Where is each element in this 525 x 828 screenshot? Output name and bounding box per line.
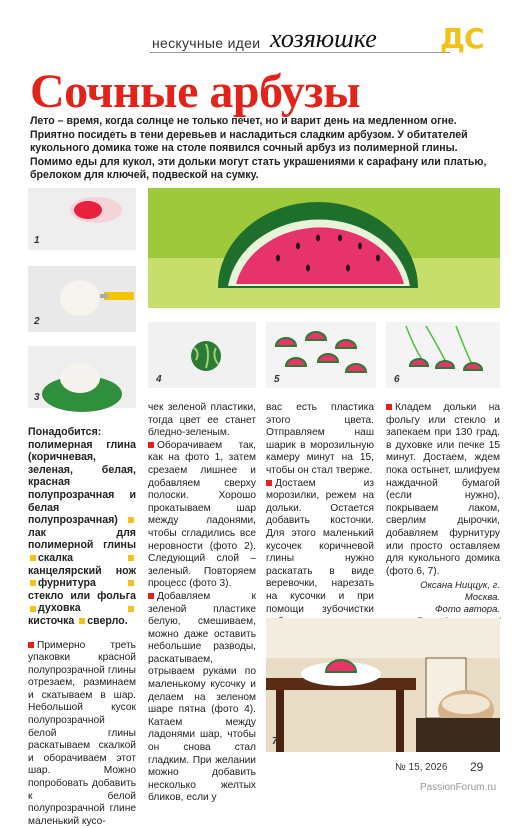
column-4: [386, 402, 500, 640]
page-header: [0, 0, 525, 60]
column-2-para-0: чек зеленой пластики, тогда цвет ее станет бледно-зеленым.: [148, 402, 256, 440]
photo-4-number: 4: [156, 374, 162, 385]
bullet-icon: [128, 555, 134, 561]
issue-number: № 15, 2026: [395, 762, 447, 773]
materials-text-d: канцелярский нож: [28, 565, 136, 577]
paragraph-bullet-icon: [148, 442, 154, 448]
materials-list: [28, 426, 136, 628]
magazine-logo: ДС: [440, 22, 484, 55]
photo-2: [28, 266, 136, 332]
materials-text-f: стекло или фольга: [28, 590, 136, 602]
photo-7-number: 7: [272, 736, 278, 747]
bullet-icon: [30, 555, 36, 561]
materials-text-g: духовка: [38, 602, 81, 614]
photo-6-number: 6: [394, 374, 400, 385]
paragraph-bullet-icon: [28, 642, 34, 648]
column-1-paragraph: [28, 640, 136, 828]
article-lead: Лето – время, когда солнце не только печет, но и варит день на медленном огне. Приятно посидеть в тени деревьев и насладиться сладким арбузом. У обитателей кукольного домика тоже на столе появился сочный арбуз из полимерной глины. Помимо еды для кукол, эти дольки могут стать украшениями к сарафану или платью, брелоком для ключей, подвеской на сумку.: [30, 115, 500, 183]
column-2-text-2: Добавляем к зеленой пластике белую, смешиваем, можно даже оставить небольшие разводы, раскатываем, отрываем руками по маленькому кусочку и делаем на зеленом шаре пятна (фото 4). Катаем между ладонями шар, чтобы он снова стал гладким. При желании можно добавить несколько желтых бликов, если у: [148, 591, 256, 804]
bullet-icon: [30, 580, 36, 586]
photo-2-number: 2: [34, 316, 40, 327]
header-section-label: нескучные идеи: [152, 35, 260, 51]
photo-5: [266, 322, 376, 388]
column-1-text: Примерно треть упаковки красной полупрозрачной глины отрезаем, разминаем и скатываем в шар. Небольшой кусок полупрозрачной белой глины раскатываем скалкой и оборачиваем этот шар. Можно попробовать добавить к белой полупрозрачной глине маленький кусо-: [28, 640, 136, 827]
materials-text-h: кисточка: [28, 615, 74, 627]
photo-1: [28, 188, 136, 250]
author-credit: Оксана Ниццук, г. Москва.: [386, 580, 500, 604]
photo-2-image: [28, 266, 136, 332]
photo-7-image: [266, 618, 500, 752]
column-4-para-0: [386, 402, 500, 578]
materials-text-b: лак для полимерной глины: [28, 527, 136, 552]
photo-3: [28, 346, 136, 408]
materials-text-a: полимерная глина (коричневая, зеленая, белая, красная полупрозрачная и белая полупрозрачная): [28, 439, 136, 527]
materials-label: Понадобится:: [28, 426, 101, 438]
photo-4-image: [148, 322, 256, 388]
paragraph-bullet-icon: [386, 404, 392, 410]
main-watermelon-image: [148, 188, 500, 308]
photo-3-number: 3: [34, 392, 40, 403]
photo-7: [266, 618, 500, 752]
paragraph-bullet-icon: [266, 480, 272, 486]
column-3: [266, 402, 374, 641]
photo-6-image: [386, 322, 500, 388]
article-title: Сочные арбузы: [30, 64, 360, 119]
photo-5-image: [266, 322, 376, 388]
main-watermelon-photo: [148, 188, 500, 308]
photo-6: [386, 322, 500, 388]
column-3-para-1: [266, 478, 374, 642]
materials-text-i: сверло.: [87, 615, 127, 627]
column-2-text-1: Оборачиваем так, как на фото 1, затем срезаем лишнее и добавляем сверху полоски. Хорошо прокатываем шар между ладонями, чтобы сгладились все неровности (фото 2). Следующий слой – зеленый. Повторяем процесс (фото 3).: [148, 440, 256, 590]
bullet-icon: [128, 606, 134, 612]
photo-5-number: 5: [274, 374, 280, 385]
photo-4: [148, 322, 256, 388]
bullet-icon: [79, 618, 85, 624]
materials-text-c: скалка: [38, 552, 73, 564]
column-4-text-0: Кладем дольки на фольгу или стекло и запекаем при 130 град. в духовке или печке 15 минут. Достаем, ждем пока остынет, шлифуем наждачной бумагой (если нужно), покрываем лаком, сверлим дырочки, добавляем фурнитуру или просто оставляем для кукольного домика (фото 6, 7).: [386, 402, 500, 577]
photo-1-number: 1: [34, 235, 40, 246]
bullet-icon: [128, 580, 134, 586]
photo-3-image: [28, 346, 136, 408]
page-number: 29: [470, 760, 483, 774]
bullet-icon: [128, 517, 134, 523]
column-1: [28, 426, 136, 828]
column-3-para-0: вас есть пластика этого цвета. Отправляем наш шарик в морозильную камеру минут на 15, чтобы он стал тверже.: [266, 402, 374, 478]
watermark: PassionForum.ru: [420, 782, 496, 793]
bullet-icon: [30, 606, 36, 612]
column-3-text-1: Достаем из морозилки, режем на дольки. Остается добавить косточки. Для этого маленький кусочек коричневой глины нужно раскатать в виде веревочки, нарезать на кусочки и при помощи зубочистки: [266, 478, 374, 640]
materials-text-e: фурнитура: [38, 577, 96, 589]
header-title: хозяюшке: [270, 24, 377, 54]
column-2: [148, 402, 256, 805]
photo-credit: Фото автора.: [386, 604, 500, 616]
photo-1-image: [28, 188, 136, 250]
column-2-para-1: [148, 440, 256, 591]
column-2-para-2: [148, 591, 256, 805]
paragraph-bullet-icon: [148, 593, 154, 599]
